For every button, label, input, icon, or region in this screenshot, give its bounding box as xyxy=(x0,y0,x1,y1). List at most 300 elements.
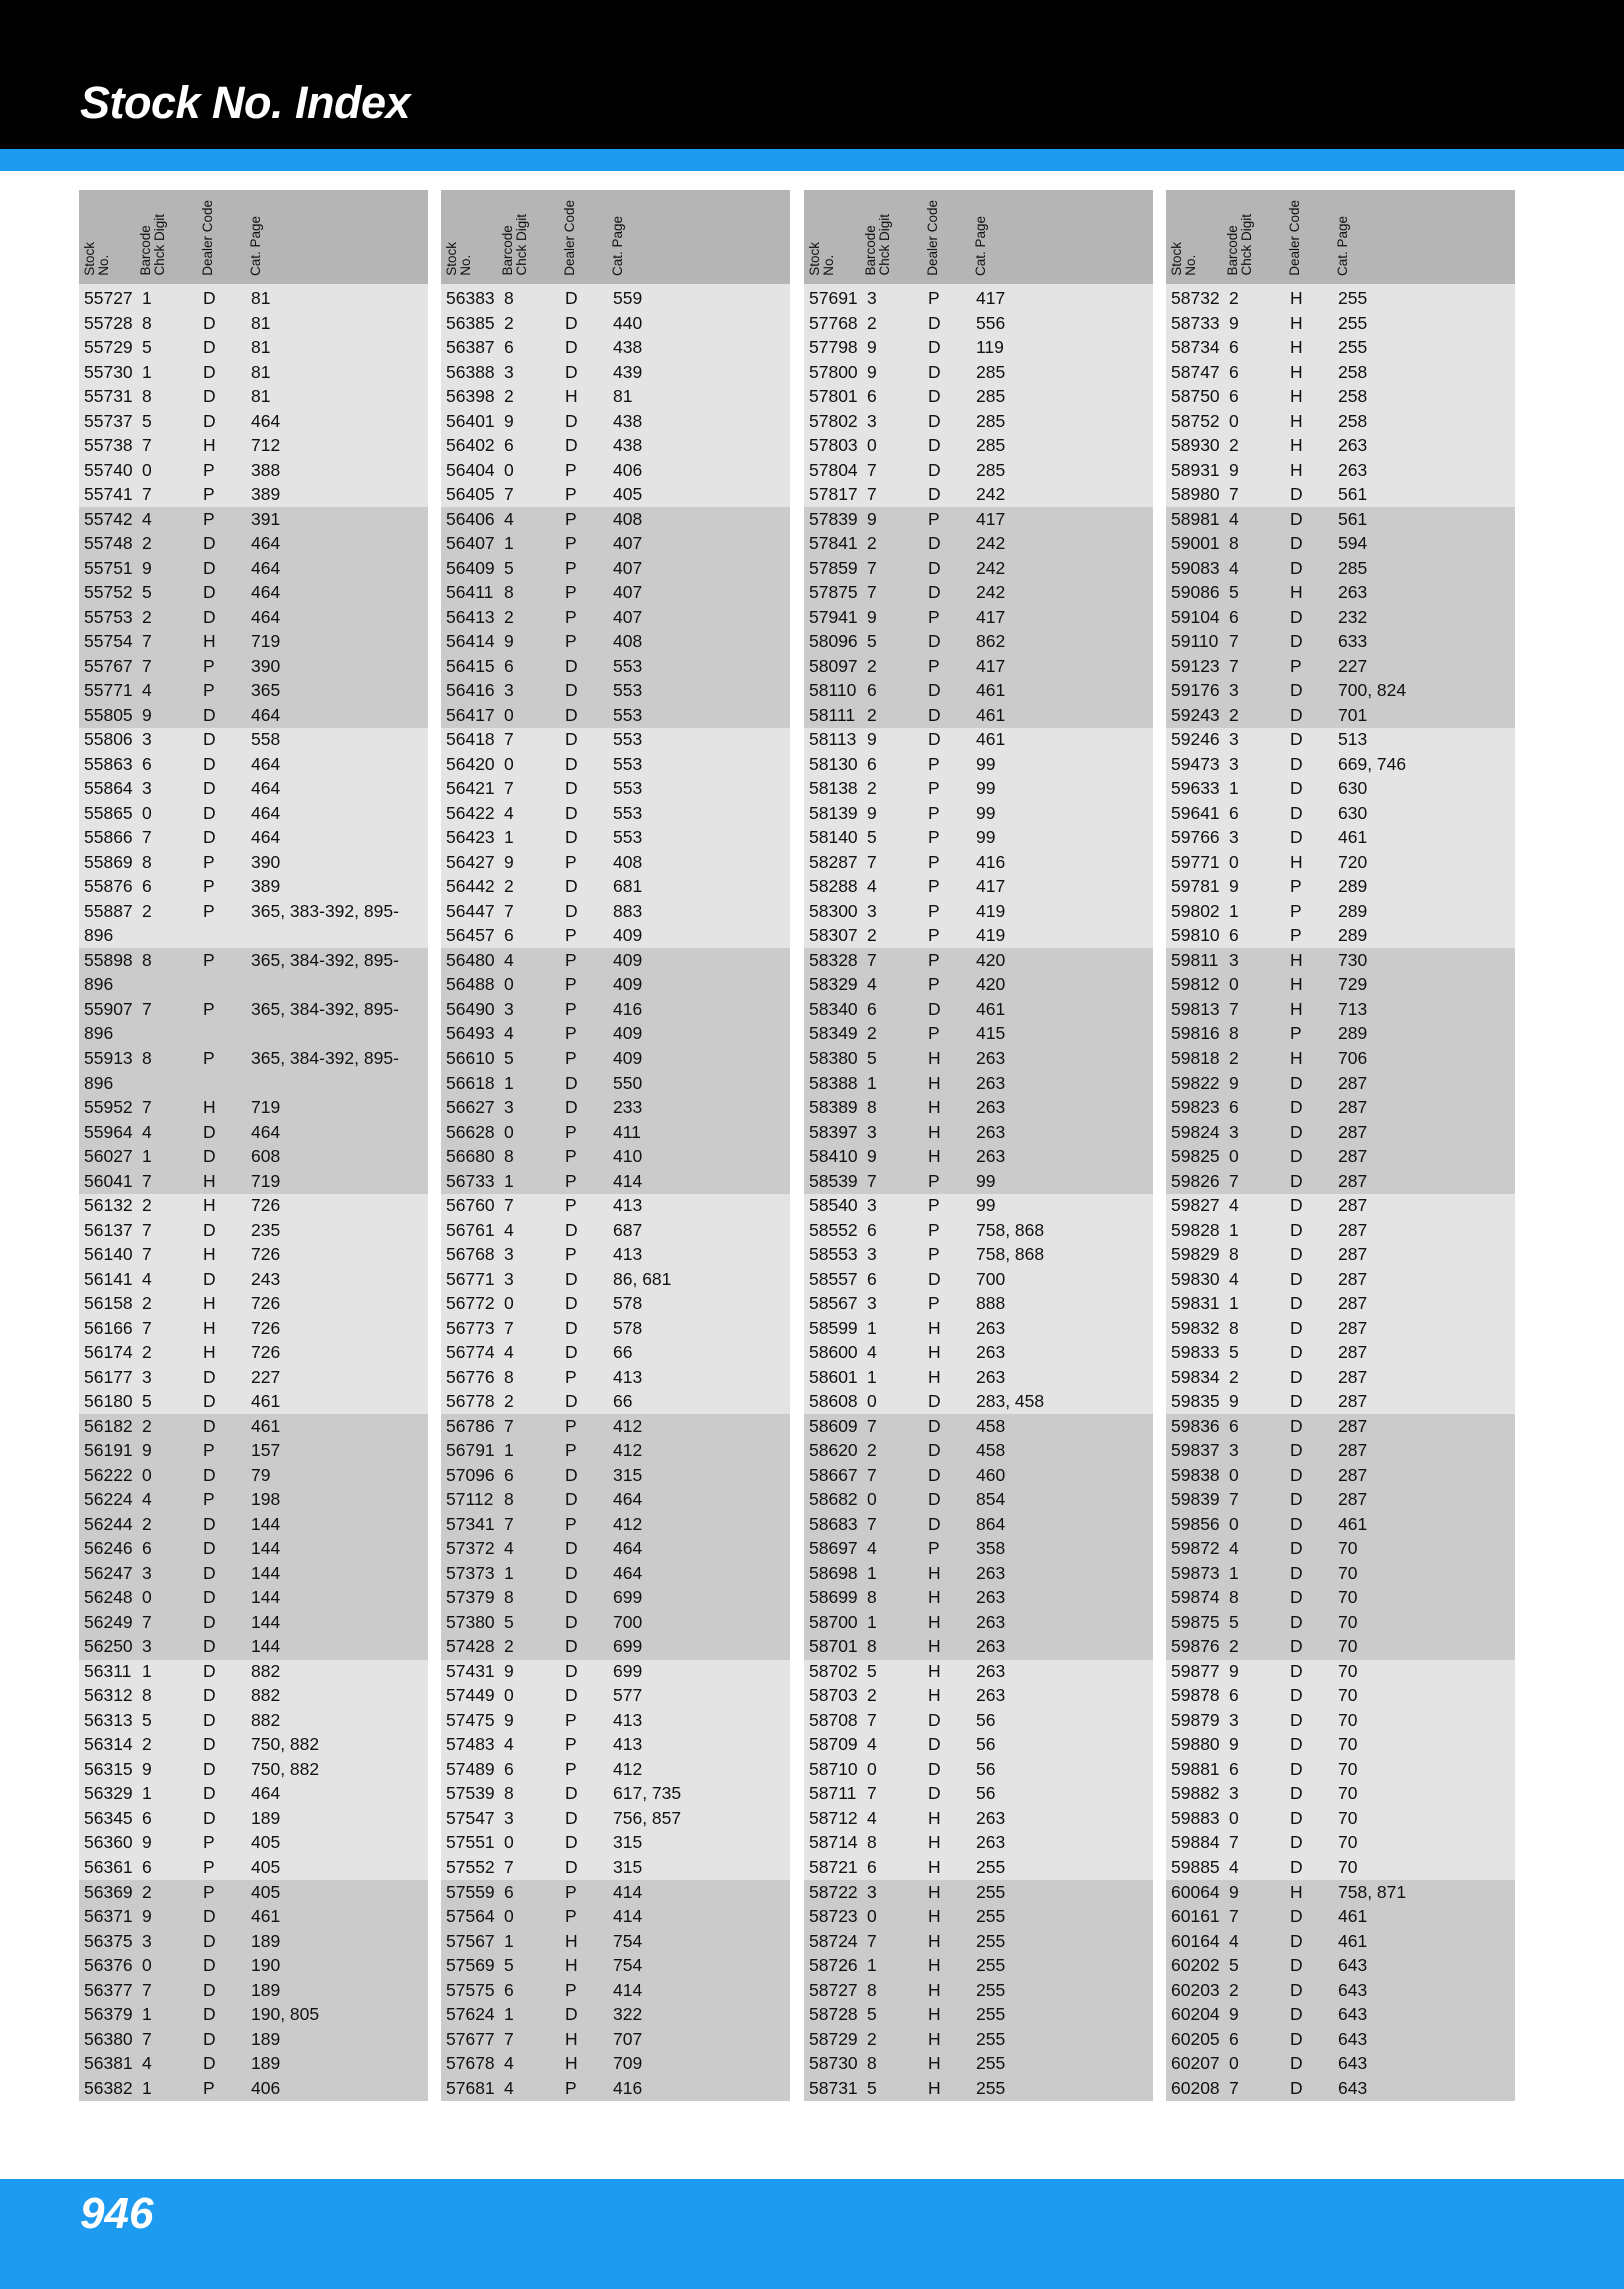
table-row xyxy=(79,507,428,532)
dealer-code: D xyxy=(203,1660,216,1681)
cat-page: 405 xyxy=(613,484,643,505)
check-digit: 2 xyxy=(142,900,152,921)
stock-no: 59872 xyxy=(1171,1538,1220,1559)
check-digit: 8 xyxy=(867,1979,877,2000)
table-row xyxy=(441,1193,790,1218)
table-row xyxy=(79,1978,428,2003)
check-digit: 7 xyxy=(142,1244,152,1265)
stock-no: 55887 xyxy=(84,900,133,921)
cat-page: 315 xyxy=(613,1857,643,1877)
cat-page: 255 xyxy=(976,1857,1006,1877)
stock-no: 59823 xyxy=(1171,1097,1220,1118)
table-row xyxy=(441,1071,790,1096)
check-digit: 9 xyxy=(142,704,152,725)
stock-no: 58553 xyxy=(809,1244,858,1265)
cat-page: 255 xyxy=(1338,288,1368,308)
table-row xyxy=(1166,1561,1515,1586)
table-row xyxy=(804,1732,1153,1757)
cat-page: 389 xyxy=(251,484,281,505)
table-row xyxy=(79,1144,428,1169)
stock-no: 58750 xyxy=(1171,386,1220,407)
dealer-code: D xyxy=(928,1464,941,1485)
check-digit: 4 xyxy=(1229,1195,1239,1216)
stock-no: 55751 xyxy=(84,557,133,578)
dealer-code: P xyxy=(203,2077,215,2098)
cat-page: 643 xyxy=(1338,2077,1368,2098)
check-digit: 2 xyxy=(867,1023,877,1044)
stock-no: 59828 xyxy=(1171,1219,1220,1240)
dealer-code: P xyxy=(565,1758,577,1779)
cat-page: 464 xyxy=(251,557,281,578)
check-digit: 3 xyxy=(1229,1709,1239,1730)
table-row xyxy=(441,1708,790,1733)
cat-page: 412 xyxy=(613,1758,643,1779)
check-digit: 7 xyxy=(142,1979,152,2000)
stock-no: 56398 xyxy=(446,386,495,407)
cat-page: 289 xyxy=(1338,1023,1368,1044)
check-digit: 6 xyxy=(867,386,877,407)
table-row xyxy=(1166,1193,1515,1218)
stock-no: 57539 xyxy=(446,1783,495,1804)
cat-page: 405 xyxy=(251,1832,281,1853)
stock-no: 56141 xyxy=(84,1268,133,1289)
check-digit: 8 xyxy=(142,386,152,407)
dealer-code: D xyxy=(203,2053,216,2074)
dealer-code: P xyxy=(928,753,940,774)
cat-page: 643 xyxy=(1338,2053,1368,2074)
cat-page: 390 xyxy=(251,655,281,676)
dealer-code: D xyxy=(1290,1072,1303,1093)
stock-no: 58328 xyxy=(809,949,858,970)
cat-page: 630 xyxy=(1338,802,1368,823)
check-digit: 7 xyxy=(504,1317,514,1338)
table-row xyxy=(79,531,428,556)
dealer-code: D xyxy=(928,1415,941,1436)
check-digit: 4 xyxy=(867,1807,877,1828)
check-digit: 4 xyxy=(1229,1268,1239,1289)
stock-no: 55907 xyxy=(84,998,133,1019)
check-digit: 4 xyxy=(142,2053,152,2074)
table-row xyxy=(79,1855,428,1880)
table-row xyxy=(441,433,790,458)
cat-page: 408 xyxy=(613,631,643,652)
cat-page: 414 xyxy=(613,1979,643,2000)
table-row xyxy=(1166,1978,1515,2003)
table-row xyxy=(79,1732,428,1757)
stock-no: 56375 xyxy=(84,1930,133,1951)
check-digit: 1 xyxy=(1229,1219,1239,1240)
table-row xyxy=(79,1781,428,1806)
dealer-code: D xyxy=(1290,1685,1303,1706)
dealer-code: D xyxy=(203,386,216,407)
check-digit: 2 xyxy=(867,533,877,554)
stock-no: 59766 xyxy=(1171,827,1220,848)
check-digit: 9 xyxy=(1229,1391,1239,1412)
check-digit: 5 xyxy=(867,827,877,848)
table-row xyxy=(441,678,790,703)
cat-page: 287 xyxy=(1338,1391,1368,1412)
table-row xyxy=(1166,1512,1515,1537)
check-digit: 2 xyxy=(142,1415,152,1436)
dealer-code: P xyxy=(203,680,215,701)
dealer-code: D xyxy=(565,876,578,897)
dealer-code: P xyxy=(203,1832,215,1853)
dealer-code: H xyxy=(565,2053,578,2074)
dealer-code: H xyxy=(928,1146,941,1167)
table-row xyxy=(441,629,790,654)
dealer-code: D xyxy=(1290,1464,1303,1485)
table-row xyxy=(79,1561,428,1586)
stock-no: 57380 xyxy=(446,1611,495,1632)
table-row xyxy=(79,433,428,458)
table-row xyxy=(804,1193,1153,1218)
table-row xyxy=(441,1365,790,1390)
table-row xyxy=(804,482,1153,507)
cat-page: 263 xyxy=(976,1317,1006,1338)
stock-no: 58601 xyxy=(809,1366,858,1387)
stock-no: 56377 xyxy=(84,1979,133,2000)
dealer-code: P xyxy=(565,1709,577,1730)
check-digit: 6 xyxy=(1229,802,1239,823)
check-digit: 7 xyxy=(867,1930,877,1951)
check-digit: 9 xyxy=(867,729,877,750)
dealer-code: H xyxy=(928,1121,941,1142)
check-digit: 3 xyxy=(867,410,877,431)
table-row xyxy=(1166,482,1515,507)
cat-page: 700 xyxy=(613,1611,643,1632)
check-digit: 4 xyxy=(1229,508,1239,529)
table-row xyxy=(79,482,428,507)
stock-no: 59874 xyxy=(1171,1587,1220,1608)
stock-no: 57624 xyxy=(446,2004,495,2025)
dealer-code: D xyxy=(928,386,941,407)
check-digit: 1 xyxy=(1229,778,1239,799)
cat-page: 420 xyxy=(976,949,1006,970)
dealer-code: P xyxy=(565,1415,577,1436)
check-digit: 3 xyxy=(504,1268,514,1289)
cat-page: 263 xyxy=(976,1562,1006,1583)
cat-page: 70 xyxy=(1338,1709,1358,1730)
check-digit: 1 xyxy=(867,1072,877,1093)
table-row xyxy=(441,1781,790,1806)
stock-no: 59001 xyxy=(1171,533,1220,554)
table-row xyxy=(441,360,790,385)
check-digit: 0 xyxy=(1229,1807,1239,1828)
table-row xyxy=(1166,923,1515,948)
check-digit: 3 xyxy=(867,1881,877,1902)
page-number: 946 xyxy=(80,2189,154,2238)
stock-no: 59816 xyxy=(1171,1023,1220,1044)
cat-page: 315 xyxy=(613,1464,643,1485)
dealer-code: D xyxy=(203,704,216,725)
dealer-code: H xyxy=(928,1660,941,1681)
cat-page: 388 xyxy=(251,459,281,480)
table-row xyxy=(804,1021,1153,1046)
stock-no: 55741 xyxy=(84,484,133,505)
dealer-code: P xyxy=(565,1979,577,2000)
table-row xyxy=(441,1389,790,1414)
check-digit: 0 xyxy=(867,1758,877,1779)
stock-no: 56174 xyxy=(84,1342,133,1363)
dealer-code: P xyxy=(928,1170,940,1191)
dealer-code: D xyxy=(1290,1244,1303,1265)
table-row xyxy=(804,1953,1153,1978)
table-row xyxy=(1166,1365,1515,1390)
cat-page: 556 xyxy=(976,312,1006,333)
stock-no: 57875 xyxy=(809,582,858,603)
table-row xyxy=(79,556,428,581)
stock-no: 56313 xyxy=(84,1709,133,1730)
table-row xyxy=(441,1021,790,1046)
cat-page: 255 xyxy=(976,2077,1006,2098)
stock-no: 58288 xyxy=(809,876,858,897)
stock-no: 57801 xyxy=(809,386,858,407)
stock-no: 58608 xyxy=(809,1391,858,1412)
dealer-code: P xyxy=(203,876,215,897)
stock-no: 59812 xyxy=(1171,974,1220,995)
header-cat-page: Cat. Page xyxy=(973,215,988,276)
table-row xyxy=(79,1267,428,1292)
stock-no: 59833 xyxy=(1171,1342,1220,1363)
table-row xyxy=(79,1438,428,1463)
cat-page: 287 xyxy=(1338,1268,1368,1289)
cat-page: 726 xyxy=(251,1195,281,1216)
dealer-code: P xyxy=(565,1121,577,1142)
stock-no: 57379 xyxy=(446,1587,495,1608)
check-digit: 6 xyxy=(867,680,877,701)
dealer-code: H xyxy=(928,1366,941,1387)
table-row xyxy=(1166,1585,1515,1610)
cat-page: 700, 824 xyxy=(1338,680,1407,701)
check-digit: 7 xyxy=(867,459,877,480)
stock-no: 57428 xyxy=(446,1636,495,1657)
check-digit: 0 xyxy=(1229,1146,1239,1167)
cat-page: 255 xyxy=(1338,312,1368,333)
stock-no: 56314 xyxy=(84,1734,133,1755)
table-row xyxy=(1166,2002,1515,2027)
cat-page: 263 xyxy=(976,1366,1006,1387)
dealer-code: D xyxy=(565,1783,578,1804)
table-row xyxy=(804,1389,1153,1414)
stock-no: 58620 xyxy=(809,1440,858,1461)
dealer-code: P xyxy=(565,949,577,970)
table-row xyxy=(441,874,790,899)
check-digit: 8 xyxy=(867,1832,877,1853)
cat-page: 464 xyxy=(251,1783,281,1804)
stock-no: 58930 xyxy=(1171,435,1220,456)
dealer-code: P xyxy=(203,459,215,480)
stock-no: 896 xyxy=(84,1023,114,1044)
stock-no: 56041 xyxy=(84,1170,133,1191)
table-row xyxy=(1166,997,1515,1022)
cat-page: 409 xyxy=(613,1047,643,1068)
cat-page: 81 xyxy=(613,386,633,407)
stock-no: 58097 xyxy=(809,655,858,676)
stock-no: 57373 xyxy=(446,1562,495,1583)
dealer-code: D xyxy=(565,900,578,921)
table-row xyxy=(441,948,790,973)
dealer-code: D xyxy=(1290,1121,1303,1142)
table-row xyxy=(804,1218,1153,1243)
cat-page: 258 xyxy=(1338,386,1368,407)
dealer-code: D xyxy=(565,1464,578,1485)
stock-no: 58702 xyxy=(809,1660,858,1681)
check-digit: 4 xyxy=(504,1219,514,1240)
cat-page: 81 xyxy=(251,361,271,382)
stock-no: 56447 xyxy=(446,900,495,921)
check-digit: 3 xyxy=(1229,827,1239,848)
check-digit: 3 xyxy=(142,729,152,750)
stock-no: 58111 xyxy=(809,704,856,725)
check-digit: 6 xyxy=(142,753,152,774)
cat-page: 242 xyxy=(976,533,1006,554)
cat-page: 79 xyxy=(251,1464,271,1485)
dealer-code: D xyxy=(203,1538,216,1559)
dealer-code: D xyxy=(1290,1489,1303,1510)
stock-no: 55737 xyxy=(84,410,133,431)
table-row xyxy=(804,1683,1153,1708)
cat-page: 417 xyxy=(976,606,1006,627)
cat-page: 464 xyxy=(251,827,281,848)
cat-page: 464 xyxy=(251,778,281,799)
stock-no: 59176 xyxy=(1171,680,1220,701)
check-digit: 0 xyxy=(1229,2053,1239,2074)
cat-page: 144 xyxy=(251,1587,281,1608)
dealer-code: P xyxy=(928,1023,940,1044)
check-digit: 9 xyxy=(1229,2004,1239,2025)
check-digit: 0 xyxy=(142,459,152,480)
cat-page: 287 xyxy=(1338,1440,1368,1461)
cat-page: 189 xyxy=(251,1979,281,2000)
cat-page: 414 xyxy=(613,1881,643,1902)
dealer-code: D xyxy=(203,1930,216,1951)
cat-page: 550 xyxy=(613,1072,643,1093)
stock-no: 59873 xyxy=(1171,1562,1220,1583)
cat-page: 233 xyxy=(613,1097,643,1118)
dealer-code: D xyxy=(1290,2004,1303,2025)
check-digit: 6 xyxy=(504,1758,514,1779)
table-row xyxy=(1166,654,1515,679)
cat-page: 287 xyxy=(1338,1195,1368,1216)
table-row xyxy=(1166,531,1515,556)
check-digit: 6 xyxy=(504,337,514,358)
dealer-code: P xyxy=(203,508,215,529)
stock-no: 55865 xyxy=(84,802,133,823)
cat-page: 263 xyxy=(976,1097,1006,1118)
table-row xyxy=(79,1708,428,1733)
stock-no: 56406 xyxy=(446,508,495,529)
cat-page: 255 xyxy=(976,1906,1006,1927)
cat-page: 669, 746 xyxy=(1338,753,1407,774)
cat-page: 365, 383-392, 895- xyxy=(251,900,399,921)
stock-no: 59633 xyxy=(1171,778,1220,799)
stock-no: 56420 xyxy=(446,753,495,774)
index-column-2 xyxy=(441,190,790,2097)
stock-no: 59246 xyxy=(1171,729,1220,750)
cat-page: 287 xyxy=(1338,1464,1368,1485)
table-row xyxy=(804,654,1153,679)
cat-page: 119 xyxy=(976,337,1004,358)
table-row xyxy=(441,335,790,360)
table-row xyxy=(1166,1095,1515,1120)
check-digit: 1 xyxy=(142,361,152,382)
cat-page: 438 xyxy=(613,410,643,431)
check-digit: 5 xyxy=(867,1660,877,1681)
dealer-code: D xyxy=(928,361,941,382)
stock-no: 56415 xyxy=(446,655,495,676)
cat-page: 464 xyxy=(251,802,281,823)
table-row xyxy=(441,1242,790,1267)
cat-page: 408 xyxy=(613,508,643,529)
check-digit: 3 xyxy=(867,1293,877,1314)
stock-no: 59086 xyxy=(1171,582,1220,603)
dealer-code: D xyxy=(565,1832,578,1853)
table-row xyxy=(79,458,428,483)
stock-no: 59881 xyxy=(1171,1758,1220,1779)
stock-no: 56315 xyxy=(84,1758,133,1779)
cat-page: 287 xyxy=(1338,1317,1368,1338)
check-digit: 1 xyxy=(142,1783,152,1804)
table-row xyxy=(1166,2076,1515,2101)
table-row xyxy=(804,1880,1153,1905)
table-row xyxy=(804,1365,1153,1390)
cat-page: 365, 384-392, 895- xyxy=(251,998,399,1019)
check-digit: 9 xyxy=(1229,1734,1239,1755)
table-row xyxy=(1166,1683,1515,1708)
check-digit: 6 xyxy=(1229,606,1239,627)
cat-page: 464 xyxy=(251,582,281,603)
dealer-code: D xyxy=(203,1464,216,1485)
check-digit: 8 xyxy=(867,1636,877,1657)
table-row xyxy=(804,1830,1153,1855)
dealer-code: D xyxy=(928,582,941,603)
stock-no: 58340 xyxy=(809,998,858,1019)
table-row xyxy=(79,776,428,801)
dealer-code: D xyxy=(1290,1317,1303,1338)
cat-page: 464 xyxy=(251,533,281,554)
table-row xyxy=(1166,1757,1515,1782)
dealer-code: D xyxy=(203,1366,216,1387)
table-row xyxy=(441,899,790,924)
table-row xyxy=(441,1561,790,1586)
stock-no: 59875 xyxy=(1171,1611,1220,1632)
dealer-code: D xyxy=(1290,1415,1303,1436)
cat-page: 458 xyxy=(976,1440,1006,1461)
check-digit: 4 xyxy=(504,949,514,970)
dealer-code: D xyxy=(565,704,578,725)
cat-page: 413 xyxy=(613,1244,643,1265)
table-row xyxy=(1166,1389,1515,1414)
dealer-code: D xyxy=(1290,1440,1303,1461)
table-row xyxy=(804,580,1153,605)
table-row xyxy=(804,384,1153,409)
table-row xyxy=(1166,1218,1515,1243)
check-digit: 4 xyxy=(867,1538,877,1559)
header-accent-stripe xyxy=(0,149,1624,171)
stock-no: 58730 xyxy=(809,2053,858,2074)
check-digit: 1 xyxy=(504,1930,514,1951)
cat-page: 419 xyxy=(976,900,1006,921)
dealer-code: D xyxy=(928,1440,941,1461)
dealer-code: P xyxy=(928,900,940,921)
cat-page: 287 xyxy=(1338,1072,1368,1093)
table-row xyxy=(79,727,428,752)
dealer-code: P xyxy=(928,851,940,872)
dealer-code: D xyxy=(1290,1636,1303,1657)
table-row xyxy=(804,1757,1153,1782)
cat-page: 227 xyxy=(1338,655,1368,676)
cat-page: 70 xyxy=(1338,1636,1358,1657)
